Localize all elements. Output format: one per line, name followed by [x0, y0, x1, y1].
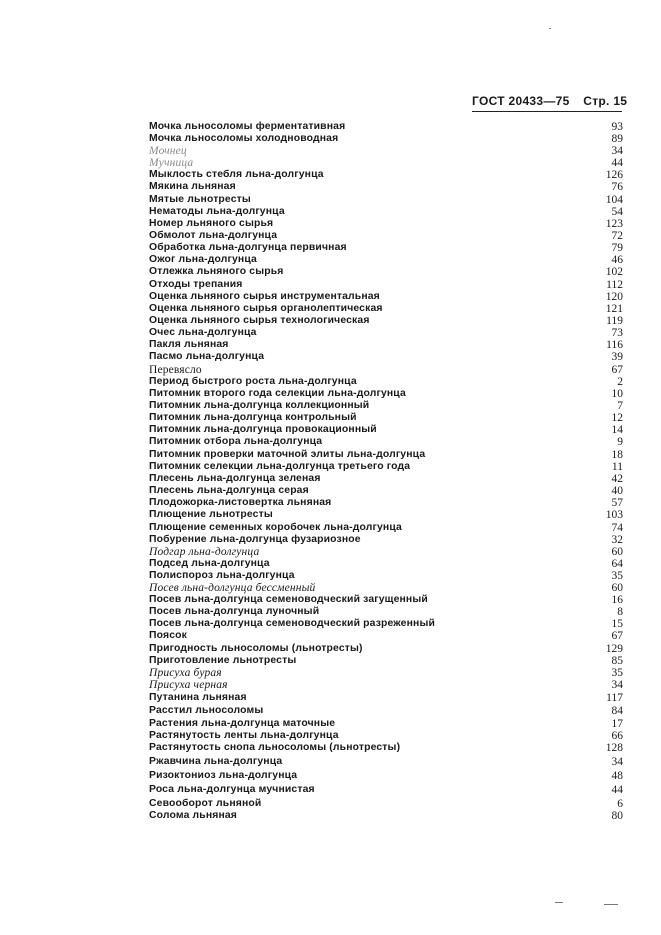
- entry-page: 18: [611, 448, 623, 461]
- entry-term: Оценка льняного сырья технологическая: [149, 315, 370, 326]
- entry-term: Мятые льнотресты: [149, 193, 251, 205]
- entry-page: 102: [605, 266, 623, 279]
- entry-term: Пригодность льносоломы (льнотресты): [149, 642, 363, 654]
- entry-page: 120: [605, 290, 623, 303]
- index-entry: [149, 643, 623, 655]
- index-entry: [149, 303, 623, 315]
- entry-page: 121: [605, 302, 623, 315]
- entry-page: 14: [611, 424, 623, 437]
- entry-page: 11: [611, 460, 623, 473]
- entry-term: Растянутость ленты льна-долгунца: [149, 730, 339, 742]
- index-entry: [149, 461, 623, 473]
- entry-page: 10: [611, 388, 623, 401]
- page-number: Стр. 15: [583, 94, 628, 108]
- index-entry: [149, 279, 623, 291]
- index-entry: [149, 133, 623, 145]
- index-entry: [149, 618, 623, 630]
- scan-speck: [555, 902, 563, 903]
- index-entry: [149, 679, 623, 691]
- index-entry: [149, 388, 623, 400]
- entry-term: Плесень льна-долгунца зеленая: [149, 472, 321, 484]
- entry-page: 39: [611, 351, 623, 364]
- index-entry: [149, 218, 623, 230]
- index-entry: [149, 606, 623, 618]
- index-entry: [149, 169, 623, 181]
- entry-page: 46: [611, 254, 623, 267]
- index-entry: [149, 582, 623, 594]
- entry-term: Отлежка льняного сырья: [149, 266, 284, 278]
- entry-page: 34: [611, 756, 623, 769]
- entry-page: 67: [611, 363, 623, 376]
- index-entry: [149, 798, 623, 810]
- index-entry: [149, 181, 623, 193]
- entry-page: 6: [617, 797, 623, 810]
- entry-term: Ржавчина льна-долгунца: [149, 756, 283, 768]
- entry-term: Ризоктониоз льна-долгунца: [149, 770, 298, 782]
- entry-term: Солома льняная: [149, 809, 238, 821]
- index-entry: [149, 157, 623, 169]
- entry-page: 73: [611, 327, 623, 340]
- index-entry: [149, 730, 623, 742]
- entry-term: Номер льняного сырья: [149, 217, 274, 229]
- entry-page: 67: [611, 630, 623, 643]
- entry-page: 34: [611, 678, 623, 691]
- entry-page: 12: [611, 412, 623, 425]
- entry-term: Период быстрого роста льна-долгунца: [149, 375, 357, 387]
- index-entry: [149, 630, 623, 642]
- entry-page: 9: [617, 436, 623, 449]
- entry-page: 93: [611, 121, 623, 133]
- entry-term: Плодожорка-листовертка льняная: [149, 496, 332, 508]
- index-entry: [149, 742, 623, 754]
- entry-term: Оценка льняного сырья инструментальная: [149, 290, 380, 302]
- entry-term: Роса льна-долгунца мучнистая: [149, 784, 315, 796]
- entry-page: 123: [605, 217, 623, 230]
- entry-term: Присуха бурая: [149, 666, 222, 679]
- entry-term: Мочка льносоломы ферментативная: [149, 121, 346, 132]
- entry-term: Пасмо льна-долгунца: [149, 351, 265, 363]
- index-entry: [149, 534, 623, 546]
- entry-page: 57: [611, 496, 623, 509]
- entry-page: 85: [611, 654, 623, 667]
- entry-term: Обмолот льна-долгунца: [149, 229, 278, 241]
- index-entry: [149, 351, 623, 363]
- entry-page: 66: [611, 730, 623, 743]
- entry-term: Посев льна-долгунца луночный: [149, 606, 320, 618]
- entry-page: 44: [611, 157, 623, 170]
- entry-page: 126: [605, 169, 623, 182]
- entry-page: 89: [611, 133, 623, 146]
- entry-term: Ожог льна-долгунца: [149, 254, 257, 266]
- index-entry: [149, 770, 623, 782]
- entry-term: Мыклость стебля льна-долгунца: [149, 169, 324, 181]
- entry-page: 104: [605, 193, 623, 206]
- entry-term: Очес льна-долгунца: [149, 327, 257, 339]
- entry-page: 74: [611, 521, 623, 534]
- entry-page: 44: [611, 784, 623, 797]
- entry-page: 42: [611, 472, 623, 485]
- index-entry: [149, 485, 623, 497]
- entry-term: Питомник отбора льна-долгунца: [149, 436, 323, 448]
- index-entry: [149, 497, 623, 509]
- entry-page: 60: [611, 582, 623, 595]
- entry-term: Перевясло: [149, 363, 202, 376]
- index-entry: [149, 206, 623, 218]
- entry-term: Посев льна-долгунца семеноводческий загущенный: [149, 594, 428, 606]
- index-entry: [149, 718, 623, 730]
- entry-page: 16: [611, 594, 623, 607]
- entry-term: Подгар льна-долгунца: [149, 545, 260, 558]
- index-entry: [149, 692, 623, 704]
- index-entry: [149, 522, 623, 534]
- entry-page: 84: [611, 704, 623, 717]
- entry-page: 72: [611, 229, 623, 242]
- entry-page: 48: [611, 770, 623, 783]
- index-entry: [149, 509, 623, 521]
- entry-term: Приготовление льнотресты: [149, 654, 297, 666]
- page-header: [472, 94, 628, 112]
- entry-page: 32: [611, 533, 623, 546]
- entry-term: Присуха черная: [149, 678, 228, 691]
- entry-page: 117: [606, 692, 623, 705]
- index-entry: [149, 705, 623, 717]
- index-entry: [149, 230, 623, 242]
- entry-term: Мякина льняная: [149, 181, 236, 193]
- index-entry: [149, 412, 623, 424]
- entry-page: 112: [606, 278, 623, 291]
- entry-page: 35: [611, 569, 623, 582]
- entry-page: 15: [611, 618, 623, 631]
- index-entry: [149, 327, 623, 339]
- index-entry: [149, 667, 623, 679]
- entry-term: Севооборот льняной: [149, 797, 262, 809]
- entry-page: 54: [611, 205, 623, 218]
- entry-term: Нематоды льна-долгунца: [149, 205, 285, 217]
- entry-page: 129: [605, 642, 623, 655]
- index-entry: [149, 436, 623, 448]
- entry-term: Питомник селекции льна-долгунца третьего года: [149, 460, 411, 472]
- entry-page: 128: [605, 742, 623, 755]
- entry-term: Мочнец: [149, 145, 187, 158]
- entry-page: 76: [611, 181, 623, 194]
- entry-page: 8: [617, 606, 623, 619]
- index-entry: [149, 810, 623, 822]
- entry-page: 7: [617, 400, 623, 413]
- entry-term: Питомник льна-долгунца контрольный: [149, 412, 357, 424]
- entry-term: Пакля льняная: [149, 339, 229, 351]
- entry-term: Подсед льна-долгунца: [149, 557, 270, 569]
- index-entry: [149, 194, 623, 206]
- entry-page: 17: [611, 718, 623, 731]
- index-entry: [149, 655, 623, 667]
- entry-page: 60: [611, 545, 623, 558]
- entry-term: Плесень льна-долгунца серая: [149, 484, 309, 496]
- entry-page: 64: [611, 557, 623, 570]
- entry-term: Отходы трепания: [149, 278, 243, 290]
- entry-term: Растянутость снопа льносоломы (льнотресты): [149, 742, 401, 754]
- entry-term: Питомник льна-долгунца коллекционный: [149, 400, 370, 412]
- entry-term: Путанина льняная: [149, 692, 247, 704]
- entry-page: 119: [606, 315, 623, 327]
- index-entry: [149, 594, 623, 606]
- index-entry: [149, 254, 623, 266]
- index-entry: [149, 570, 623, 582]
- index-entry: [149, 242, 623, 254]
- index-entry: [149, 424, 623, 436]
- index-entry: [149, 546, 623, 558]
- index-entry: [149, 315, 623, 327]
- entry-term: Питомник проверки маточной элиты льна-долгунца: [149, 448, 426, 460]
- entry-term: Посев льна-долгунца семеноводческий разреженный: [149, 618, 436, 630]
- entry-page: 35: [611, 666, 623, 679]
- index-entry: [149, 400, 623, 412]
- entry-page: 79: [611, 241, 623, 254]
- entry-term: Побурение льна-долгунца фузариозное: [149, 533, 361, 545]
- scan-speck: [604, 904, 618, 905]
- index-entry: [149, 449, 623, 461]
- entry-term: Питомник второго года селекции льна-долгунца: [149, 388, 406, 400]
- index-entry: [149, 784, 623, 796]
- term-index-list: [149, 121, 623, 822]
- entry-page: 2: [617, 375, 623, 388]
- entry-page: 103: [605, 509, 623, 521]
- index-entry: [149, 376, 623, 388]
- entry-term: Обработка льна-долгунца первичная: [149, 241, 347, 253]
- index-entry: [149, 291, 623, 303]
- entry-term: Оценка льняного сырья органолептическая: [149, 302, 383, 314]
- entry-term: Поясок: [149, 630, 187, 642]
- entry-term: Питомник льна-долгунца провокационный: [149, 424, 377, 436]
- index-entry: [149, 558, 623, 570]
- standard-number: ГОСТ 20433—75: [472, 94, 570, 108]
- entry-term: Расстил льносоломы: [149, 704, 264, 716]
- entry-term: Мочка льносоломы холодноводная: [149, 133, 339, 145]
- index-entry: [149, 339, 623, 351]
- entry-page: 116: [606, 339, 623, 352]
- entry-term: Плющение семенных коробочек льна-долгунца: [149, 521, 402, 533]
- scan-speck: [549, 28, 551, 29]
- entry-term: Полиспороз льна-долгунца: [149, 569, 295, 581]
- entry-term: Растения льна-долгунца маточные: [149, 718, 336, 730]
- entry-term: Мучница: [149, 157, 194, 170]
- index-entry: [149, 266, 623, 278]
- index-entry: [149, 145, 623, 157]
- index-entry: [149, 756, 623, 768]
- entry-page: 40: [611, 484, 623, 497]
- entry-page: 34: [611, 145, 623, 158]
- entry-term: Посев льна-долгунца бессменный: [149, 582, 316, 595]
- index-entry: [149, 473, 623, 485]
- entry-page: 80: [611, 809, 623, 822]
- entry-term: Плющение льнотресты: [149, 509, 273, 520]
- index-entry: [149, 121, 623, 133]
- index-entry: [149, 364, 623, 376]
